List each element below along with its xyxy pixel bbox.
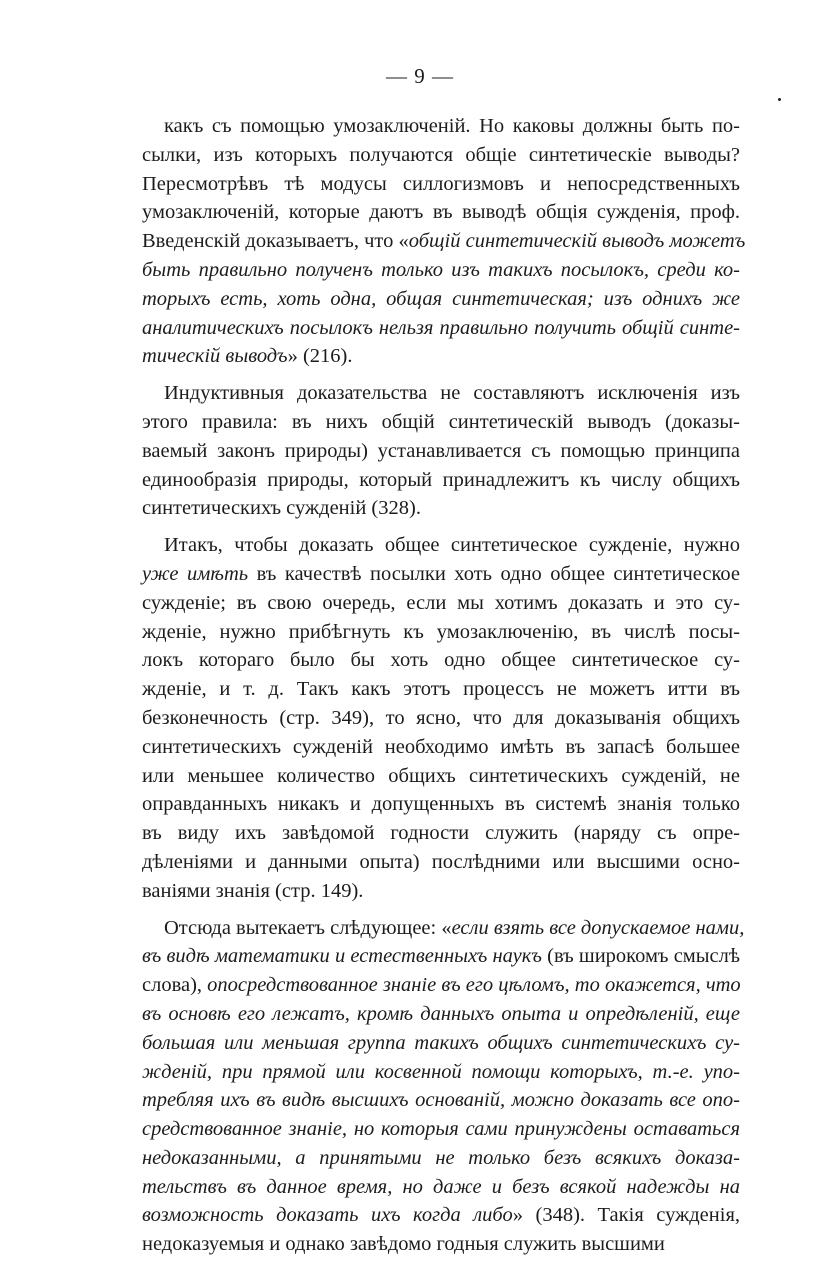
text-line (142, 1230, 740, 1259)
text-line (142, 1115, 740, 1144)
italic-text: если взять все допускаемое нами, (451, 916, 745, 939)
text-run: » (348). Такія сужденія, (512, 1204, 740, 1227)
text-run: сужденіе; въ свою очередь, если мы хотимъ доказать и это су- (142, 591, 740, 614)
italic-text: быть правильно полученъ только изъ такихъ посылокъ, среди ко- (142, 258, 740, 281)
text-run: недоказуемыя и однако завѣдомо годныя служить высшими (142, 1233, 665, 1256)
text-line (142, 1173, 740, 1202)
italic-text: недоказанными, а принятыми не только безъ всякихъ доказа- (142, 1146, 740, 1169)
italic-text: средствованное знаніе, но которыя сами принуждены оставаться (142, 1118, 740, 1141)
text-line (142, 314, 740, 343)
text-run: (въ широкомъ смыслѣ (541, 945, 740, 968)
text-line (142, 227, 746, 256)
text-run: синтетическихъ сужденій необходимо имѣть въ запасѣ большее (142, 735, 740, 758)
paragraph (142, 914, 745, 1260)
text-line (142, 942, 740, 971)
text-run: ваемый законъ природы) устанавливается съ помощью принципа (142, 439, 740, 462)
italic-text: опосредствованное знаніе въ его цѣломъ, то окажется, что (207, 974, 741, 997)
text-line (142, 408, 740, 437)
text-run: » (216). (287, 345, 353, 368)
text-line (142, 618, 740, 647)
text-line (142, 914, 745, 943)
text-run: Итакъ, чтобы доказать общее синтетическое сужденіе, нужно (164, 534, 740, 557)
text-line (142, 141, 740, 170)
text-run: жденіе, нужно прибѣгнуть къ умозаключенію, въ числѣ посы- (142, 620, 740, 643)
text-line (142, 790, 740, 819)
text-line (142, 877, 740, 906)
paragraph (142, 531, 740, 905)
paragraph (142, 112, 746, 371)
text-run: или меньшее количество общихъ синтетическихъ сужденій, не (142, 764, 740, 787)
text-line (142, 285, 740, 314)
text-line (142, 646, 740, 675)
text-line (142, 198, 740, 227)
text-line (142, 733, 740, 762)
text-run: дѣленіями и данными опыта) послѣдними или высшими осно- (142, 850, 740, 873)
text-line (142, 170, 740, 199)
text-run: въ качествѣ посылки хоть одно общее синтетическое (248, 562, 740, 585)
text-line (142, 1144, 740, 1173)
paragraph (142, 379, 740, 523)
text-line (142, 1086, 740, 1115)
text-run: въ виду ихъ завѣдомой годности служить (наряду съ опре- (142, 822, 740, 845)
text-line (142, 466, 740, 495)
text-run: ваніями знанія (стр. 149). (142, 879, 364, 902)
italic-text: тическій выводъ (142, 345, 288, 368)
text-line (142, 379, 740, 408)
text-line (142, 675, 740, 704)
text-line (142, 437, 740, 466)
italic-text: въ основѣ его лежатъ, кромѣ данныхъ опыта и опредѣленій, еще (142, 1002, 740, 1025)
italic-text: въ видѣ математики и естественныхъ наукъ (142, 945, 542, 968)
text-line (142, 531, 740, 560)
text-line (142, 1201, 740, 1230)
text-run: какъ съ помощью умозаключеній. Но каковы должны быть по- (164, 115, 740, 137)
text-body (142, 112, 746, 1267)
text-line (142, 819, 740, 848)
text-line (142, 494, 740, 523)
text-run: безконечность (стр. 349), то ясно, что для доказыванія общихъ (142, 706, 740, 729)
italic-text: жденій, при прямой или косвенной помощи которыхъ, т.-е. упо- (142, 1060, 740, 1083)
text-run: синтетическихъ сужденій (328). (142, 497, 421, 520)
text-run: Пересмотрѣвъ тѣ модусы силлогизмовъ и непосредственныхъ (142, 172, 740, 195)
ink-speck (778, 98, 781, 101)
text-line (142, 848, 740, 877)
text-run: этого правила: въ нихъ общій синтетическій выводъ (доказы- (142, 410, 740, 433)
italic-text: большая или меньшая группа такихъ общихъ синтетическихъ су- (142, 1031, 740, 1054)
text-run: локъ котораго было бы хоть одно общее синтетическое су- (142, 649, 740, 672)
text-line (142, 971, 740, 1000)
italic-text: аналитическихъ посылокъ нельзя правильно получить общій синте- (142, 316, 740, 339)
text-line (142, 704, 740, 733)
text-line (142, 560, 740, 589)
italic-text: возможность доказать ихъ когда либо (142, 1204, 513, 1227)
italic-text: уже имѣть (142, 562, 249, 585)
italic-text: торыхъ есть, хоть одна, общая синтетическая; изъ однихъ же (142, 287, 740, 310)
text-line (142, 1000, 740, 1029)
italic-text: требляя ихъ въ видѣ высшихъ основаній, можно доказать все опо- (142, 1089, 740, 1112)
text-run: оправданныхъ никакъ и допущенныхъ въ системѣ знанія только (142, 793, 740, 816)
text-run: Отсюда вытекаетъ слѣдующее: « (164, 916, 452, 939)
text-run: слова), (142, 974, 208, 997)
text-run: Введенскій доказываетъ, что « (142, 230, 409, 253)
text-line (142, 589, 740, 618)
page-number: — 9 — (386, 64, 454, 88)
text-run: Индуктивныя доказательства не составляютъ исключенія изъ (164, 382, 740, 405)
text-run: умозаключеній, которые даютъ въ выводѣ общія сужденія, проф. (142, 201, 740, 224)
text-line (142, 342, 740, 371)
text-run: единообразія природы, который принадлежитъ къ числу общихъ (142, 468, 740, 491)
italic-text: общій синтетическій выводъ можетъ (408, 230, 746, 253)
text-line (142, 1029, 740, 1058)
text-line (142, 1058, 740, 1087)
text-line (142, 256, 740, 285)
text-run: жденіе, и т. д. Такъ какъ этотъ процессъ не можетъ итти въ (142, 678, 740, 701)
text-line (142, 112, 740, 141)
italic-text: тельствъ въ данное время, но даже и безъ всякой надежды на (142, 1175, 740, 1198)
text-run: сылки, изъ которыхъ получаются общіе синтетическіе выводы? (142, 143, 740, 166)
text-line (142, 762, 740, 791)
